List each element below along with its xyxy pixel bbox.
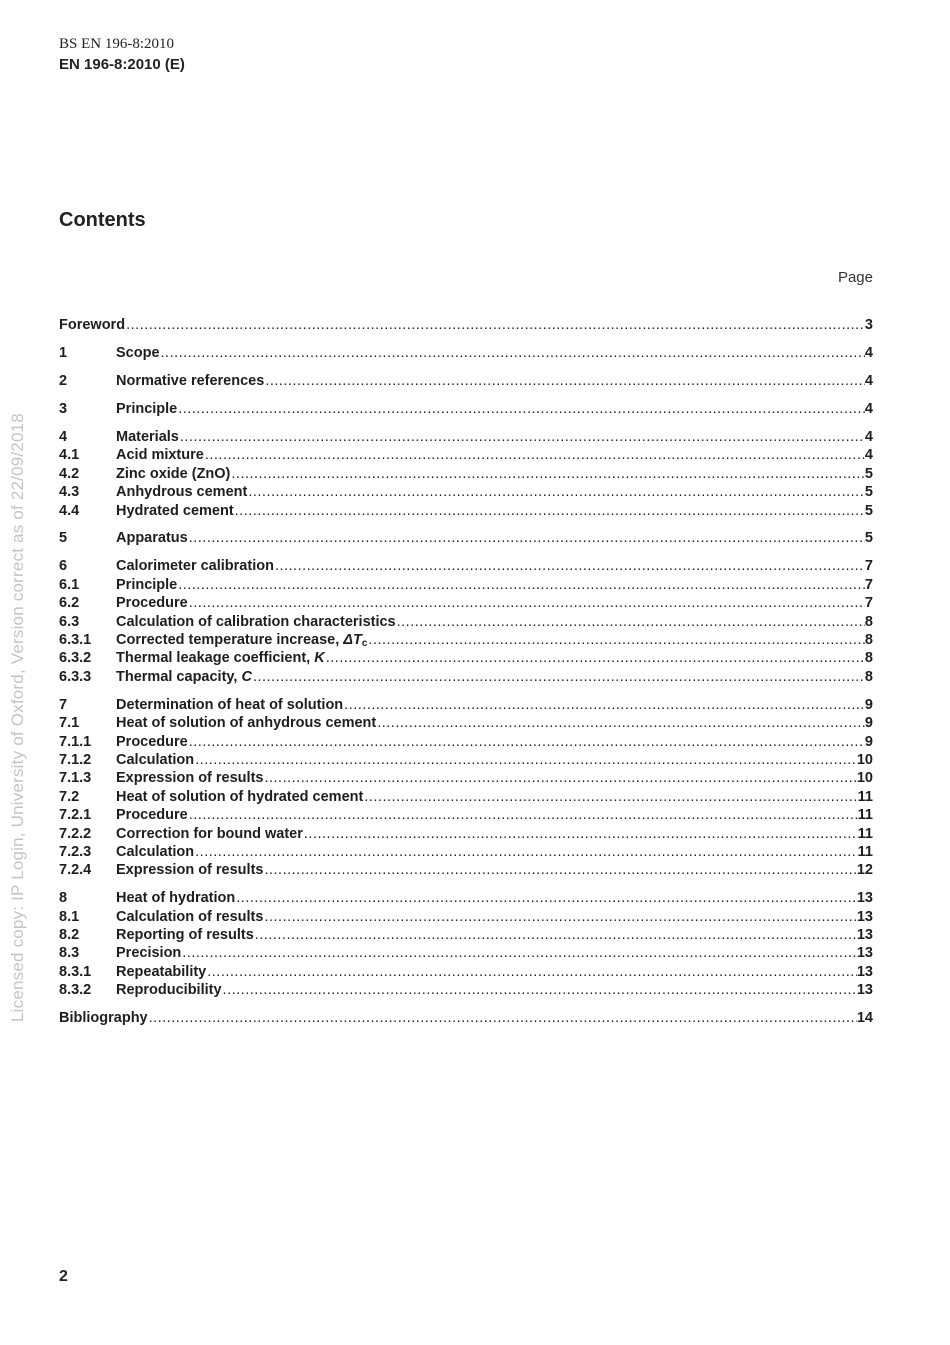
contents-title: Contents (59, 209, 146, 231)
toc-entry-title (116, 981, 222, 999)
dot-leader (234, 502, 865, 520)
toc-entry-page: 5 (864, 484, 873, 501)
toc-entry-number: 2 (59, 372, 68, 389)
toc-entry[interactable] (59, 576, 873, 594)
toc-entry[interactable] (59, 372, 873, 390)
toc-entry-title-text: Repeatability (116, 963, 207, 980)
toc-entry-title-text: Calorimeter calibration (116, 558, 274, 575)
toc-entry-title-text: Reproducibility (116, 982, 222, 999)
toc-entry-number: 6.3.1 (59, 632, 92, 649)
toc-entry-title-text: Thermal leakage coefficient, (116, 650, 315, 667)
license-watermark: Licensed copy: IP Login, University of Oxford, Version correct as of 22/09/2018 (8, 413, 27, 1022)
toc-entry-title-text: Acid mixture (116, 447, 204, 464)
toc-entry-title (116, 788, 363, 806)
toc-entry[interactable] (59, 714, 873, 732)
toc-entry-page: 11 (857, 807, 873, 824)
toc-entry-page: 8 (864, 613, 873, 630)
toc-entry-title (116, 944, 181, 962)
toc-entry-number: 8.2 (59, 927, 80, 944)
dot-leader (343, 696, 865, 714)
dot-leader (177, 400, 865, 418)
dot-leader (263, 908, 856, 926)
toc-entry-title (116, 825, 303, 843)
toc-entry-page: 8 (864, 650, 873, 667)
toc-entry-number: 7.2 (59, 788, 80, 805)
toc-entry[interactable] (59, 751, 873, 769)
toc-entry-title (116, 465, 230, 483)
toc-entry[interactable] (59, 769, 873, 787)
toc-entry-title-text: Calculation (116, 751, 195, 768)
page-number: 2 (59, 1268, 68, 1285)
toc-entry-page: 4 (864, 400, 873, 417)
toc-entry-title (116, 733, 188, 751)
toc-entry-title-text: Heat of solution of anhydrous cement (116, 715, 377, 732)
toc-entry[interactable] (59, 502, 873, 520)
toc-entry-page: 9 (864, 715, 873, 732)
toc-entry-number: 7.1.2 (59, 751, 92, 768)
dot-leader (125, 316, 865, 334)
toc-entry[interactable] (59, 344, 873, 362)
toc-entry-title (116, 372, 264, 390)
dot-leader (188, 594, 865, 612)
dot-leader (274, 557, 865, 575)
toc-entry-title (116, 696, 343, 714)
page-column-label: Page (837, 269, 873, 286)
toc-entry-title-text: Reporting of results (116, 927, 254, 944)
toc-entry-title-text: Calculation of calibration characteristics (116, 613, 396, 630)
toc-entry-title (116, 344, 160, 362)
toc-entry-page: 7 (864, 558, 873, 575)
toc-entry-title (116, 926, 254, 944)
toc-entry-page: 4 (864, 344, 873, 361)
toc-entry-number: 6.3 (59, 613, 80, 630)
toc-entry-number: 7.2.4 (59, 862, 92, 879)
toc-entry-symbol: ΔT (343, 632, 362, 649)
toc-entry-page: 13 (856, 945, 873, 962)
toc-entry-title-text: Heat of hydration (116, 890, 236, 907)
dot-leader (188, 529, 865, 547)
dot-leader (396, 613, 865, 631)
toc-entry-page: 13 (856, 963, 873, 980)
dot-leader (252, 668, 865, 686)
dot-leader (325, 649, 865, 667)
table-of-contents (59, 316, 873, 1028)
toc-entry-title (116, 861, 263, 879)
toc-entry-title-text: Apparatus (116, 530, 188, 547)
toc-entry-title-text: Determination of heat of solution (116, 696, 344, 713)
toc-entry-symbol: C (241, 668, 252, 685)
toc-entry[interactable] (59, 926, 873, 944)
toc-entry-number: 6.3.3 (59, 668, 92, 685)
toc-entry-page: 4 (864, 447, 873, 464)
dot-leader (235, 889, 857, 907)
toc-entry[interactable] (59, 696, 873, 714)
toc-entry[interactable] (59, 613, 873, 631)
dot-leader (204, 446, 865, 464)
dot-leader (263, 861, 856, 879)
toc-entry-symbol: K (314, 650, 325, 667)
dot-leader (177, 576, 865, 594)
dot-leader (188, 733, 865, 751)
toc-entry-title (116, 529, 188, 547)
toc-entry-page: 5 (864, 502, 873, 519)
toc-entry-title (116, 428, 179, 446)
toc-entry-title-text: Materials (116, 428, 179, 445)
document-edition: EN 196-8:2010 (E) (59, 56, 185, 73)
toc-entry[interactable] (59, 861, 873, 879)
dot-leader (230, 465, 865, 483)
toc-entry[interactable] (59, 631, 873, 649)
toc-entry-number: 6.2 (59, 595, 80, 612)
toc-entry-page: 4 (864, 372, 873, 389)
toc-entry-title (116, 843, 194, 861)
toc-entry-title (116, 576, 177, 594)
toc-entry-number: 4 (59, 428, 68, 445)
dot-leader (188, 806, 858, 824)
toc-entry-title (116, 446, 204, 464)
toc-entry-number: 8 (59, 890, 68, 907)
toc-entry[interactable] (59, 400, 873, 418)
toc-entry[interactable] (59, 465, 873, 483)
toc-entry-page: 10 (856, 770, 873, 787)
toc-entry-number: 3 (59, 400, 68, 417)
toc-entry-title (116, 502, 234, 520)
toc-entry-title (116, 613, 396, 631)
toc-entry-title (116, 668, 252, 686)
toc-entry-title-text: Scope (116, 344, 160, 361)
toc-entry-page: 8 (864, 668, 873, 685)
toc-entry[interactable] (59, 316, 873, 334)
dot-leader (160, 344, 865, 362)
toc-entry[interactable] (59, 825, 873, 843)
toc-entry-page: 5 (864, 530, 873, 547)
dot-leader (206, 963, 857, 981)
toc-entry-page: 9 (864, 696, 873, 713)
toc-entry[interactable] (59, 908, 873, 926)
toc-entry-number: 7.2.1 (59, 807, 92, 824)
toc-entry-title-text: Procedure (116, 595, 188, 612)
toc-entry-title (116, 889, 235, 907)
dot-leader (376, 714, 865, 732)
toc-entry-number: 7.1.1 (59, 733, 92, 750)
toc-entry-title-text: Principle (116, 576, 178, 593)
toc-entry-title (116, 557, 274, 575)
toc-entry-number: 8.3 (59, 945, 80, 962)
toc-entry-title-text: Zinc oxide (ZnO) (116, 465, 231, 482)
toc-entry-title (59, 1009, 148, 1027)
toc-entry-title (116, 594, 188, 612)
toc-entry[interactable] (59, 889, 873, 907)
toc-entry-title-text: Procedure (116, 807, 188, 824)
dot-leader (148, 1009, 857, 1027)
toc-entry-title-text: Bibliography (59, 1010, 148, 1027)
toc-entry-title-text: Expression of results (116, 770, 264, 787)
dot-leader (254, 926, 857, 944)
toc-entry-title (116, 769, 263, 787)
dot-leader (194, 843, 858, 861)
toc-entry-number: 5 (59, 530, 68, 547)
document-id: BS EN 196-8:2010 (59, 36, 175, 52)
toc-entry-title (116, 751, 194, 769)
toc-entry-title (116, 908, 263, 926)
toc-entry-page: 7 (864, 576, 873, 593)
toc-entry-title-text: Calculation (116, 843, 195, 860)
toc-entry-page: 10 (856, 751, 873, 768)
dot-leader (264, 372, 865, 390)
dot-leader (367, 631, 865, 649)
toc-entry-title-text: Anhydrous cement (116, 484, 248, 501)
toc-entry-number: 1 (59, 344, 68, 361)
toc-entry-title (116, 400, 177, 418)
toc-entry[interactable] (59, 806, 873, 824)
toc-entry-page: 8 (864, 632, 873, 649)
toc-entry-title-text: Procedure (116, 733, 188, 750)
toc-entry-title (116, 806, 188, 824)
dot-leader (222, 981, 857, 999)
toc-entry[interactable] (59, 446, 873, 464)
toc-entry-number: 7.1 (59, 715, 80, 732)
toc-entry[interactable] (59, 649, 873, 667)
toc-entry-page: 13 (856, 890, 873, 907)
toc-entry-page: 13 (856, 908, 873, 925)
toc-entry-page: 12 (856, 862, 873, 879)
toc-entry-number: 8.3.1 (59, 963, 92, 980)
toc-entry-page: 13 (856, 982, 873, 999)
toc-entry-title-text: Foreword (59, 317, 126, 333)
toc-entry-title-text: Heat of solution of hydrated cement (116, 788, 364, 805)
toc-entry-title-text: Expression of results (116, 862, 264, 879)
toc-entry-title (116, 649, 325, 667)
dot-leader (363, 788, 857, 806)
toc-entry-title-text: Hydrated cement (116, 502, 234, 519)
toc-entry-page: 4 (864, 428, 873, 445)
dot-leader (247, 483, 865, 501)
toc-entry-page: 11 (857, 843, 873, 860)
toc-entry[interactable] (59, 529, 873, 547)
toc-entry-title (116, 714, 376, 732)
toc-entry-title-text: Corrected temperature increase, (116, 632, 344, 649)
toc-entry[interactable] (59, 557, 873, 575)
toc-entry-title-text: Normative references (116, 372, 265, 389)
toc-entry-page: 14 (856, 1010, 873, 1027)
toc-entry-title (59, 316, 125, 334)
toc-entry[interactable] (59, 594, 873, 612)
toc-entry[interactable] (59, 733, 873, 751)
toc-entry-title-text: Precision (116, 945, 182, 962)
toc-entry[interactable] (59, 963, 873, 981)
toc-entry-number: 8.1 (59, 908, 80, 925)
toc-entry[interactable] (59, 668, 873, 686)
toc-entry-title (116, 963, 206, 981)
toc-entry-number: 4.4 (59, 502, 80, 519)
toc-entry[interactable] (59, 428, 873, 446)
toc-entry[interactable] (59, 788, 873, 806)
toc-entry-page: 11 (857, 788, 873, 805)
toc-entry-number: 6 (59, 558, 68, 575)
toc-entry-title-text: Thermal capacity, (116, 668, 242, 685)
dot-leader (263, 769, 856, 787)
toc-entry-page: 7 (864, 595, 873, 612)
dot-leader (194, 751, 857, 769)
toc-entry[interactable] (59, 843, 873, 861)
toc-entry-number: 4.3 (59, 484, 80, 501)
toc-entry-number: 7.2.2 (59, 825, 92, 842)
toc-entry-number: 6.3.2 (59, 650, 92, 667)
toc-entry-number: 4.1 (59, 447, 80, 464)
toc-entry-title-text: Correction for bound water (116, 825, 303, 842)
toc-entry-page: 11 (857, 825, 873, 842)
toc-entry-number: 8.3.2 (59, 982, 92, 999)
toc-entry-number: 6.1 (59, 576, 80, 593)
toc-entry-page: 3 (864, 317, 873, 333)
toc-entry-title-text: Principle (116, 400, 178, 417)
toc-entry-title (116, 483, 247, 501)
toc-entry-number: 7.2.3 (59, 843, 92, 860)
toc-entry-page: 5 (864, 465, 873, 482)
dot-leader (179, 428, 865, 446)
toc-entry-number: 4.2 (59, 465, 80, 482)
toc-entry-page: 9 (864, 733, 873, 750)
toc-entry-number: 7 (59, 696, 68, 713)
dot-leader (303, 825, 858, 843)
toc-entry[interactable] (59, 483, 873, 501)
toc-entry[interactable] (59, 981, 873, 999)
dot-leader (181, 944, 857, 962)
toc-entry-subscript: c (361, 638, 368, 650)
toc-entry[interactable] (59, 1009, 873, 1027)
toc-entry-page: 13 (856, 927, 873, 944)
toc-entry-number: 7.1.3 (59, 770, 92, 787)
toc-entry-title-text: Calculation of results (116, 908, 264, 925)
toc-entry[interactable] (59, 944, 873, 962)
